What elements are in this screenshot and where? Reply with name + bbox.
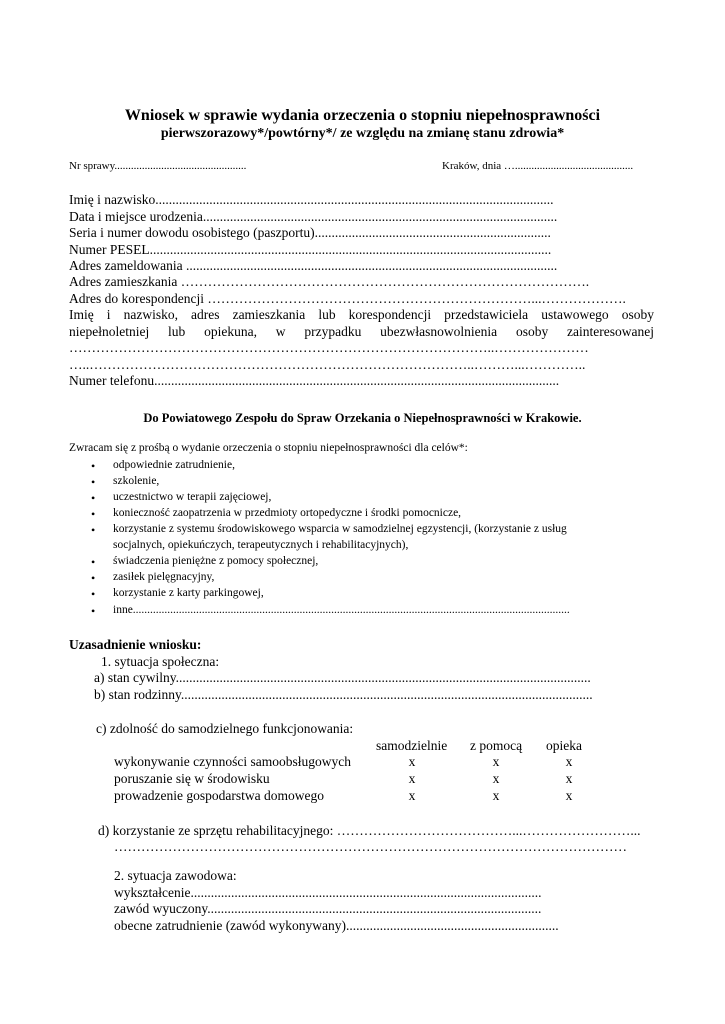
document-title: Wniosek w sprawie wydania orzeczenia o stopniu niepełnosprawności: [124, 107, 601, 124]
table-cell: x: [565, 771, 573, 786]
social-situation-heading: 1. sytuacja społeczna:: [101, 654, 220, 669]
representative-line-1: Imię i nazwisko, adres zamieszkania lub korespondencji przedstawiciela ustawowego osoby: [69, 307, 654, 322]
column-care: opieka: [546, 738, 582, 753]
residence-address-field: Adres zamieszkania ……………………………………………………………………………….: [69, 274, 590, 289]
correspondence-address-field: Adres do korespondencji ………………………………………………………………...……………….: [69, 291, 626, 306]
list-item-continuation: socjalnych, opiekuńczych, terapeutycznych i rehabilitacyjnych),: [113, 539, 409, 551]
column-self: samodzielnie: [376, 738, 448, 753]
rehabilitation-equipment-field: d) korzystanie ze sprzętu rehabilitacyjnego: …………………………………...……………………...: [98, 823, 641, 838]
pesel-field: Numer PESEL.......................................................................................................................: [69, 242, 552, 257]
table-cell: x: [408, 771, 416, 786]
name-field: Imię i nazwisko......................................................................................................................: [69, 192, 554, 207]
table-row-label: wykonywanie czynności samoobsługowych: [114, 754, 351, 769]
birth-field: Data i miejsce urodzenia.........................................................................................................: [69, 209, 558, 224]
table-cell: x: [565, 788, 573, 803]
employment-field: obecne zatrudnienie (zawód wykonywany)...............................................................: [114, 918, 559, 933]
table-cell: x: [492, 788, 500, 803]
profession-field: zawód wyuczony...................................................................................................: [114, 901, 542, 916]
bullet-icon: •: [91, 507, 96, 521]
list-item: • uczestnictwo w terapii zajęciowej,: [91, 491, 272, 505]
bullet-icon: •: [91, 571, 96, 585]
bullet-icon: •: [91, 604, 96, 618]
list-item: • zasiłek pielęgnacyjny,: [91, 571, 215, 585]
list-item: • świadczenia pieniężne z pomocy społecznej,: [91, 555, 319, 569]
table-row-label: poruszanie się w środowisku: [114, 771, 270, 786]
bullet-icon: •: [91, 459, 96, 473]
table-cell: x: [565, 754, 573, 769]
representative-dots-1: …………………………………………………………………………………..…………………: [69, 340, 589, 355]
professional-situation-heading: 2. sytuacja zawodowa:: [114, 868, 237, 883]
list-item: • inne........................................................................................................................................................: [91, 604, 570, 618]
bullet-icon: •: [91, 523, 96, 537]
document-subtitle: pierwszorazowy*/powtórny*/ ze względu na zmianę stanu zdrowia*: [160, 126, 565, 141]
justification-heading: Uzasadnienie wniosku:: [69, 637, 202, 652]
id-document-field: Seria i numer dowodu osobistego (paszportu)......................................................................: [69, 225, 551, 240]
family-status-field: b) stan rodzinny..........................................................................................................................: [94, 687, 593, 702]
representative-line-2: niepełnoletniej lub opiekuna, w przypadku ubezwłasnowolnienia osoby zainteresowanej: [69, 324, 654, 339]
case-number-field: Nr sprawy................................................: [69, 160, 247, 172]
bullet-icon: •: [91, 587, 96, 601]
bullet-icon: •: [91, 555, 96, 569]
column-with-help: z pomocą: [470, 738, 523, 753]
phone-field: Numer telefonu........................................................................................................................: [69, 373, 560, 388]
list-item: • konieczność zaopatrzenia w przedmioty ortopedyczne i środki pomocnicze,: [91, 507, 462, 521]
list-item: • szkolenie,: [91, 475, 160, 489]
rehabilitation-equipment-dots: ……………………………………………………………………………………………………: [114, 839, 627, 854]
request-intro: Zwracam się z prośbą o wydanie orzeczenia o stopniu niepełnosprawności dla celów*:: [69, 442, 468, 454]
table-cell: x: [408, 754, 416, 769]
bullet-icon: •: [91, 475, 96, 489]
addressee-heading: Do Powiatowego Zespołu do Spraw Orzekania o Niepełnosprawności w Krakowie.: [143, 411, 582, 425]
list-item: • odpowiednie zatrudnienie,: [91, 459, 235, 473]
table-row-label: prowadzenie gospodarstwa domowego: [114, 788, 324, 803]
bullet-icon: •: [91, 491, 96, 505]
table-cell: x: [408, 788, 416, 803]
education-field: wykształcenie........................................................................................................: [114, 885, 542, 900]
table-cell: x: [492, 771, 500, 786]
independence-heading: c) zdolność do samodzielnego funkcjonowania:: [96, 721, 354, 736]
registered-address-field: Adres zameldowania ..............................................................................................................: [69, 258, 558, 273]
place-date-field: Kraków, dnia …...........................................: [442, 160, 634, 172]
representative-dots-2: …..…………………………………………………………………………..………...…………..: [69, 357, 586, 372]
list-item: • korzystanie z systemu środowiskowego wsparcia w samodzielnej egzystencji, (korzystanie z usług: [91, 523, 567, 537]
list-item: • korzystanie z karty parkingowej,: [91, 587, 264, 601]
civil-status-field: a) stan cywilny...........................................................................................................................: [94, 670, 591, 685]
table-cell: x: [492, 754, 500, 769]
